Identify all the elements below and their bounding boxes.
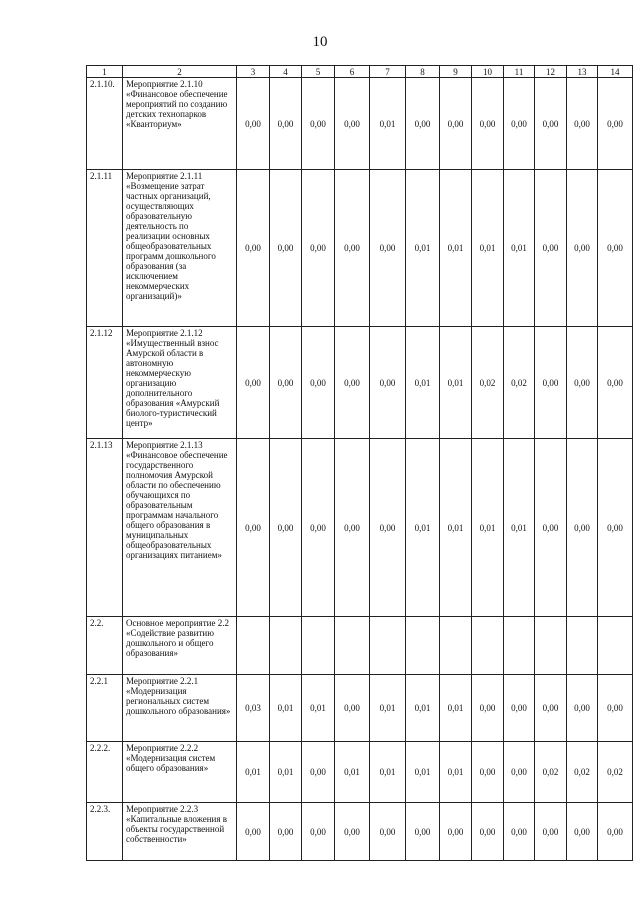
value-cell: 0,00	[237, 170, 270, 327]
row-code: 2.2.2.	[87, 742, 123, 803]
row-code: 2.2.	[87, 617, 123, 675]
value-cell: 0,00	[370, 170, 406, 327]
value-cell: 0,00	[302, 803, 335, 861]
column-header: 13	[567, 66, 598, 78]
column-header: 11	[504, 66, 535, 78]
value-cell: 0,02	[567, 742, 598, 803]
column-header: 14	[598, 66, 633, 78]
table-row	[87, 170, 633, 327]
row-code: 2.1.13	[87, 439, 123, 617]
value-cell: 0,00	[406, 78, 440, 170]
value-cell: 0,00	[335, 439, 370, 617]
value-cell: 0,00	[535, 170, 567, 327]
value-cell: 0,03	[237, 675, 270, 742]
value-cell: 0,00	[302, 78, 335, 170]
table-row	[87, 803, 633, 861]
value-cell: 0,00	[535, 78, 567, 170]
value-cell: 0,01	[270, 675, 302, 742]
row-name: Мероприятие 2.2.1 «Модернизация региональных систем дошкольного образования»	[123, 675, 237, 742]
value-cell: 0,00	[598, 170, 633, 327]
value-cell: 0,01	[440, 327, 472, 439]
value-cell: 0,00	[598, 803, 633, 861]
value-cell: 0,01	[440, 675, 472, 742]
row-code: 2.1.10.	[87, 78, 123, 170]
value-cell: 0,00	[237, 78, 270, 170]
value-cell: 0,00	[237, 327, 270, 439]
row-code: 2.2.3.	[87, 803, 123, 861]
row-name: Мероприятие 2.1.10 «Финансовое обеспечение мероприятий по созданию детских технопарков «Кванториум»	[123, 78, 237, 170]
row-name: Мероприятие 2.1.13 «Финансовое обеспечение государственного полномочия Амурской области по обеспечению обучающихся по образовательным программам начального общего образования в муниципальных общеобразовательных организациях питанием»	[123, 439, 237, 617]
value-cell: 0,02	[535, 742, 567, 803]
value-cell: 0,00	[567, 327, 598, 439]
value-cell	[370, 617, 406, 675]
value-cell	[598, 617, 633, 675]
value-cell: 0,00	[504, 803, 535, 861]
value-cell: 0,01	[472, 439, 504, 617]
value-cell: 0,00	[567, 170, 598, 327]
row-name: Мероприятие 2.1.11 «Возмещение затрат частных организаций, осуществляющих образовательную деятельность по реализации основных общеобразовательных программ дошкольного образования (за исключением некоммерческих организаций)»	[123, 170, 237, 327]
value-cell	[406, 617, 440, 675]
value-cell: 0,00	[598, 675, 633, 742]
value-cell: 0,00	[504, 78, 535, 170]
value-cell: 0,00	[567, 675, 598, 742]
column-header: 7	[370, 66, 406, 78]
value-cell: 0,00	[370, 327, 406, 439]
value-cell: 0,00	[335, 78, 370, 170]
value-cell: 0,01	[504, 439, 535, 617]
value-cell: 0,00	[472, 675, 504, 742]
value-cell: 0,00	[270, 78, 302, 170]
value-cell: 0,00	[504, 742, 535, 803]
value-cell: 0,01	[270, 742, 302, 803]
column-header: 4	[270, 66, 302, 78]
value-cell: 0,00	[302, 439, 335, 617]
value-cell: 0,00	[440, 803, 472, 861]
value-cell: 0,01	[370, 78, 406, 170]
value-cell: 0,01	[472, 170, 504, 327]
row-name: Мероприятие 2.1.12 «Имущественный взнос Амурской области в автономную некоммерческую организацию дополнительного образования «Амурский биолого-туристический центр»	[123, 327, 237, 439]
value-cell: 0,00	[335, 803, 370, 861]
table-row	[87, 327, 633, 439]
table-row	[87, 617, 633, 675]
header-row	[87, 66, 633, 78]
value-cell: 0,00	[406, 803, 440, 861]
value-cell: 0,01	[370, 742, 406, 803]
column-header: 10	[472, 66, 504, 78]
value-cell: 0,02	[504, 327, 535, 439]
row-code: 2.1.11	[87, 170, 123, 327]
value-cell: 0,00	[472, 742, 504, 803]
value-cell: 0,00	[270, 439, 302, 617]
value-cell: 0,00	[472, 803, 504, 861]
value-cell: 0,00	[270, 327, 302, 439]
row-code: 2.1.12	[87, 327, 123, 439]
value-cell: 0,00	[237, 439, 270, 617]
value-cell: 0,00	[270, 170, 302, 327]
value-cell: 0,01	[406, 327, 440, 439]
value-cell: 0,00	[370, 803, 406, 861]
value-cell	[440, 617, 472, 675]
value-cell: 0,01	[406, 675, 440, 742]
value-cell: 0,01	[440, 439, 472, 617]
indicators-table	[86, 65, 633, 861]
value-cell: 0,00	[270, 803, 302, 861]
column-header: 5	[302, 66, 335, 78]
value-cell	[567, 617, 598, 675]
column-header: 8	[406, 66, 440, 78]
row-code: 2.2.1	[87, 675, 123, 742]
value-cell: 0,00	[535, 327, 567, 439]
value-cell: 0,01	[406, 742, 440, 803]
column-header: 3	[237, 66, 270, 78]
value-cell: 0,00	[370, 439, 406, 617]
row-name: Мероприятие 2.2.2 «Модернизация систем общего образования»	[123, 742, 237, 803]
value-cell: 0,00	[535, 803, 567, 861]
value-cell: 0,00	[237, 803, 270, 861]
table-row	[87, 78, 633, 170]
value-cell	[472, 617, 504, 675]
value-cell: 0,00	[598, 439, 633, 617]
value-cell: 0,00	[302, 327, 335, 439]
value-cell	[302, 617, 335, 675]
column-header: 1	[87, 66, 123, 78]
value-cell: 0,00	[598, 327, 633, 439]
value-cell	[270, 617, 302, 675]
value-cell: 0,01	[406, 439, 440, 617]
value-cell: 0,01	[440, 742, 472, 803]
table-row	[87, 439, 633, 617]
value-cell: 0,02	[472, 327, 504, 439]
row-name: Мероприятие 2.2.3 «Капитальные вложения в объекты государственной собственности»	[123, 803, 237, 861]
value-cell: 0,00	[335, 675, 370, 742]
value-cell	[237, 617, 270, 675]
value-cell: 0,01	[237, 742, 270, 803]
value-cell: 0,01	[335, 742, 370, 803]
value-cell	[535, 617, 567, 675]
page-number: 10	[312, 34, 328, 50]
value-cell: 0,01	[302, 675, 335, 742]
row-name: Основное мероприятие 2.2 «Содействие развитию дошкольного и общего образования»	[123, 617, 237, 675]
value-cell: 0,00	[598, 78, 633, 170]
value-cell	[335, 617, 370, 675]
column-header: 12	[535, 66, 567, 78]
column-header: 2	[123, 66, 237, 78]
value-cell: 0,02	[598, 742, 633, 803]
column-header: 9	[440, 66, 472, 78]
table-row	[87, 742, 633, 803]
column-header: 6	[335, 66, 370, 78]
value-cell: 0,00	[567, 78, 598, 170]
value-cell: 0,00	[567, 803, 598, 861]
value-cell: 0,01	[504, 170, 535, 327]
value-cell: 0,00	[535, 439, 567, 617]
value-cell: 0,00	[335, 170, 370, 327]
value-cell: 0,01	[370, 675, 406, 742]
value-cell: 0,01	[406, 170, 440, 327]
value-cell: 0,00	[535, 675, 567, 742]
value-cell: 0,00	[567, 439, 598, 617]
value-cell: 0,00	[504, 675, 535, 742]
value-cell: 0,00	[335, 327, 370, 439]
value-cell: 0,01	[440, 170, 472, 327]
value-cell: 0,00	[472, 78, 504, 170]
value-cell: 0,00	[440, 78, 472, 170]
value-cell: 0,00	[302, 742, 335, 803]
value-cell: 0,00	[302, 170, 335, 327]
table-row	[87, 675, 633, 742]
value-cell	[504, 617, 535, 675]
